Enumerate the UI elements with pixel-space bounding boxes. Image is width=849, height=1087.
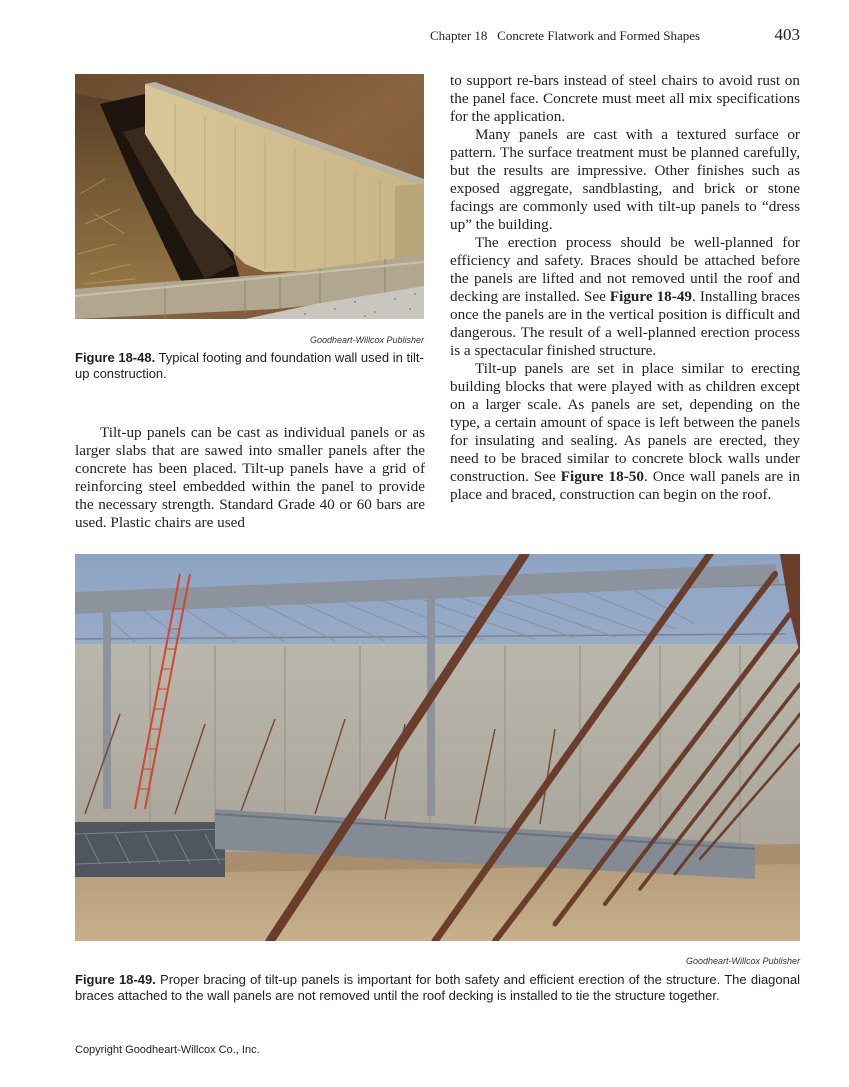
figure-18-48-caption (75, 350, 427, 382)
text-run: . Installing braces once the panels are in the vertical position is difficult and dangerous. The result of a well-planned erection process is a spectacular finished structure. (450, 288, 800, 359)
body-paragraph (450, 360, 800, 504)
body-paragraph: Tilt-up panels can be cast as individual panels or as larger slabs that are sawed into smaller panels after the concrete has been placed. Tilt-up panels have a grid of reinforcing steel embedded within the panel to provide the necessary strength. Standard Grade 40 or 60 bars are used. Plastic chairs are used (75, 424, 425, 531)
caption-text: Proper bracing of tilt-up panels is important for both safety and efficient erection of the structure. The diagonal braces attached to the wall panels are not removed until the roof decking is installed to tie the structure together. (75, 972, 800, 1003)
text-run: The erection process should be well-planned for efficiency and safety. Braces should be attached before the panels are lifted and not removed until the roof and decking are installed. See (450, 234, 800, 305)
body-paragraph (450, 234, 800, 360)
right-column (450, 72, 800, 504)
figure-reference-18-49[interactable]: Figure 18-49 (609, 288, 693, 305)
body-paragraph: Many panels are cast with a textured surface or pattern. The surface treatment must be planned carefully, but the results are impressive. Other finishes such as exposed aggregate, sandblasting, and brick or stone facings are commonly used with tilt-up panels to “dress up” the building. (450, 126, 800, 233)
body-paragraph: to support re-bars instead of steel chairs to avoid rust on the panel face. Concrete must meet all mix specifications for the application. (450, 72, 800, 125)
text-run: Tilt-up panels are set in place similar to erecting building blocks that were played with as children except on a larger scale. As panels are set, depending on the type, a certain amount of space is left between the panels for insulating and sealing. As panels are erected, they need to be braced similar to concrete block walls under construction. See (450, 360, 800, 485)
figure-label: Figure 18-48. (75, 350, 156, 365)
figure-18-49-photo (75, 554, 800, 941)
figure-18-49-credit: Goodheart-Willcox Publisher (686, 956, 800, 966)
caption-text: Typical footing and foundation wall used in tilt-up construction. (75, 350, 424, 381)
left-column (75, 424, 425, 532)
text-run: . Once wall panels are in place and braced, construction can begin on the roof. (450, 468, 801, 503)
running-head (420, 26, 800, 46)
figure-label: Figure 18-49. (75, 972, 156, 987)
figure-reference-18-50[interactable]: Figure 18-50 (560, 468, 644, 485)
copyright-notice: Copyright Goodheart-Willcox Co., Inc. (75, 1044, 260, 1056)
page-number: 403 (774, 25, 800, 44)
chapter-title: Chapter 18 Concrete Flatwork and Formed Shapes (430, 28, 701, 43)
figure-18-49-caption (75, 972, 800, 1004)
figure-18-48-credit: Goodheart-Willcox Publisher (310, 335, 424, 345)
figure-18-48-photo (75, 74, 424, 319)
